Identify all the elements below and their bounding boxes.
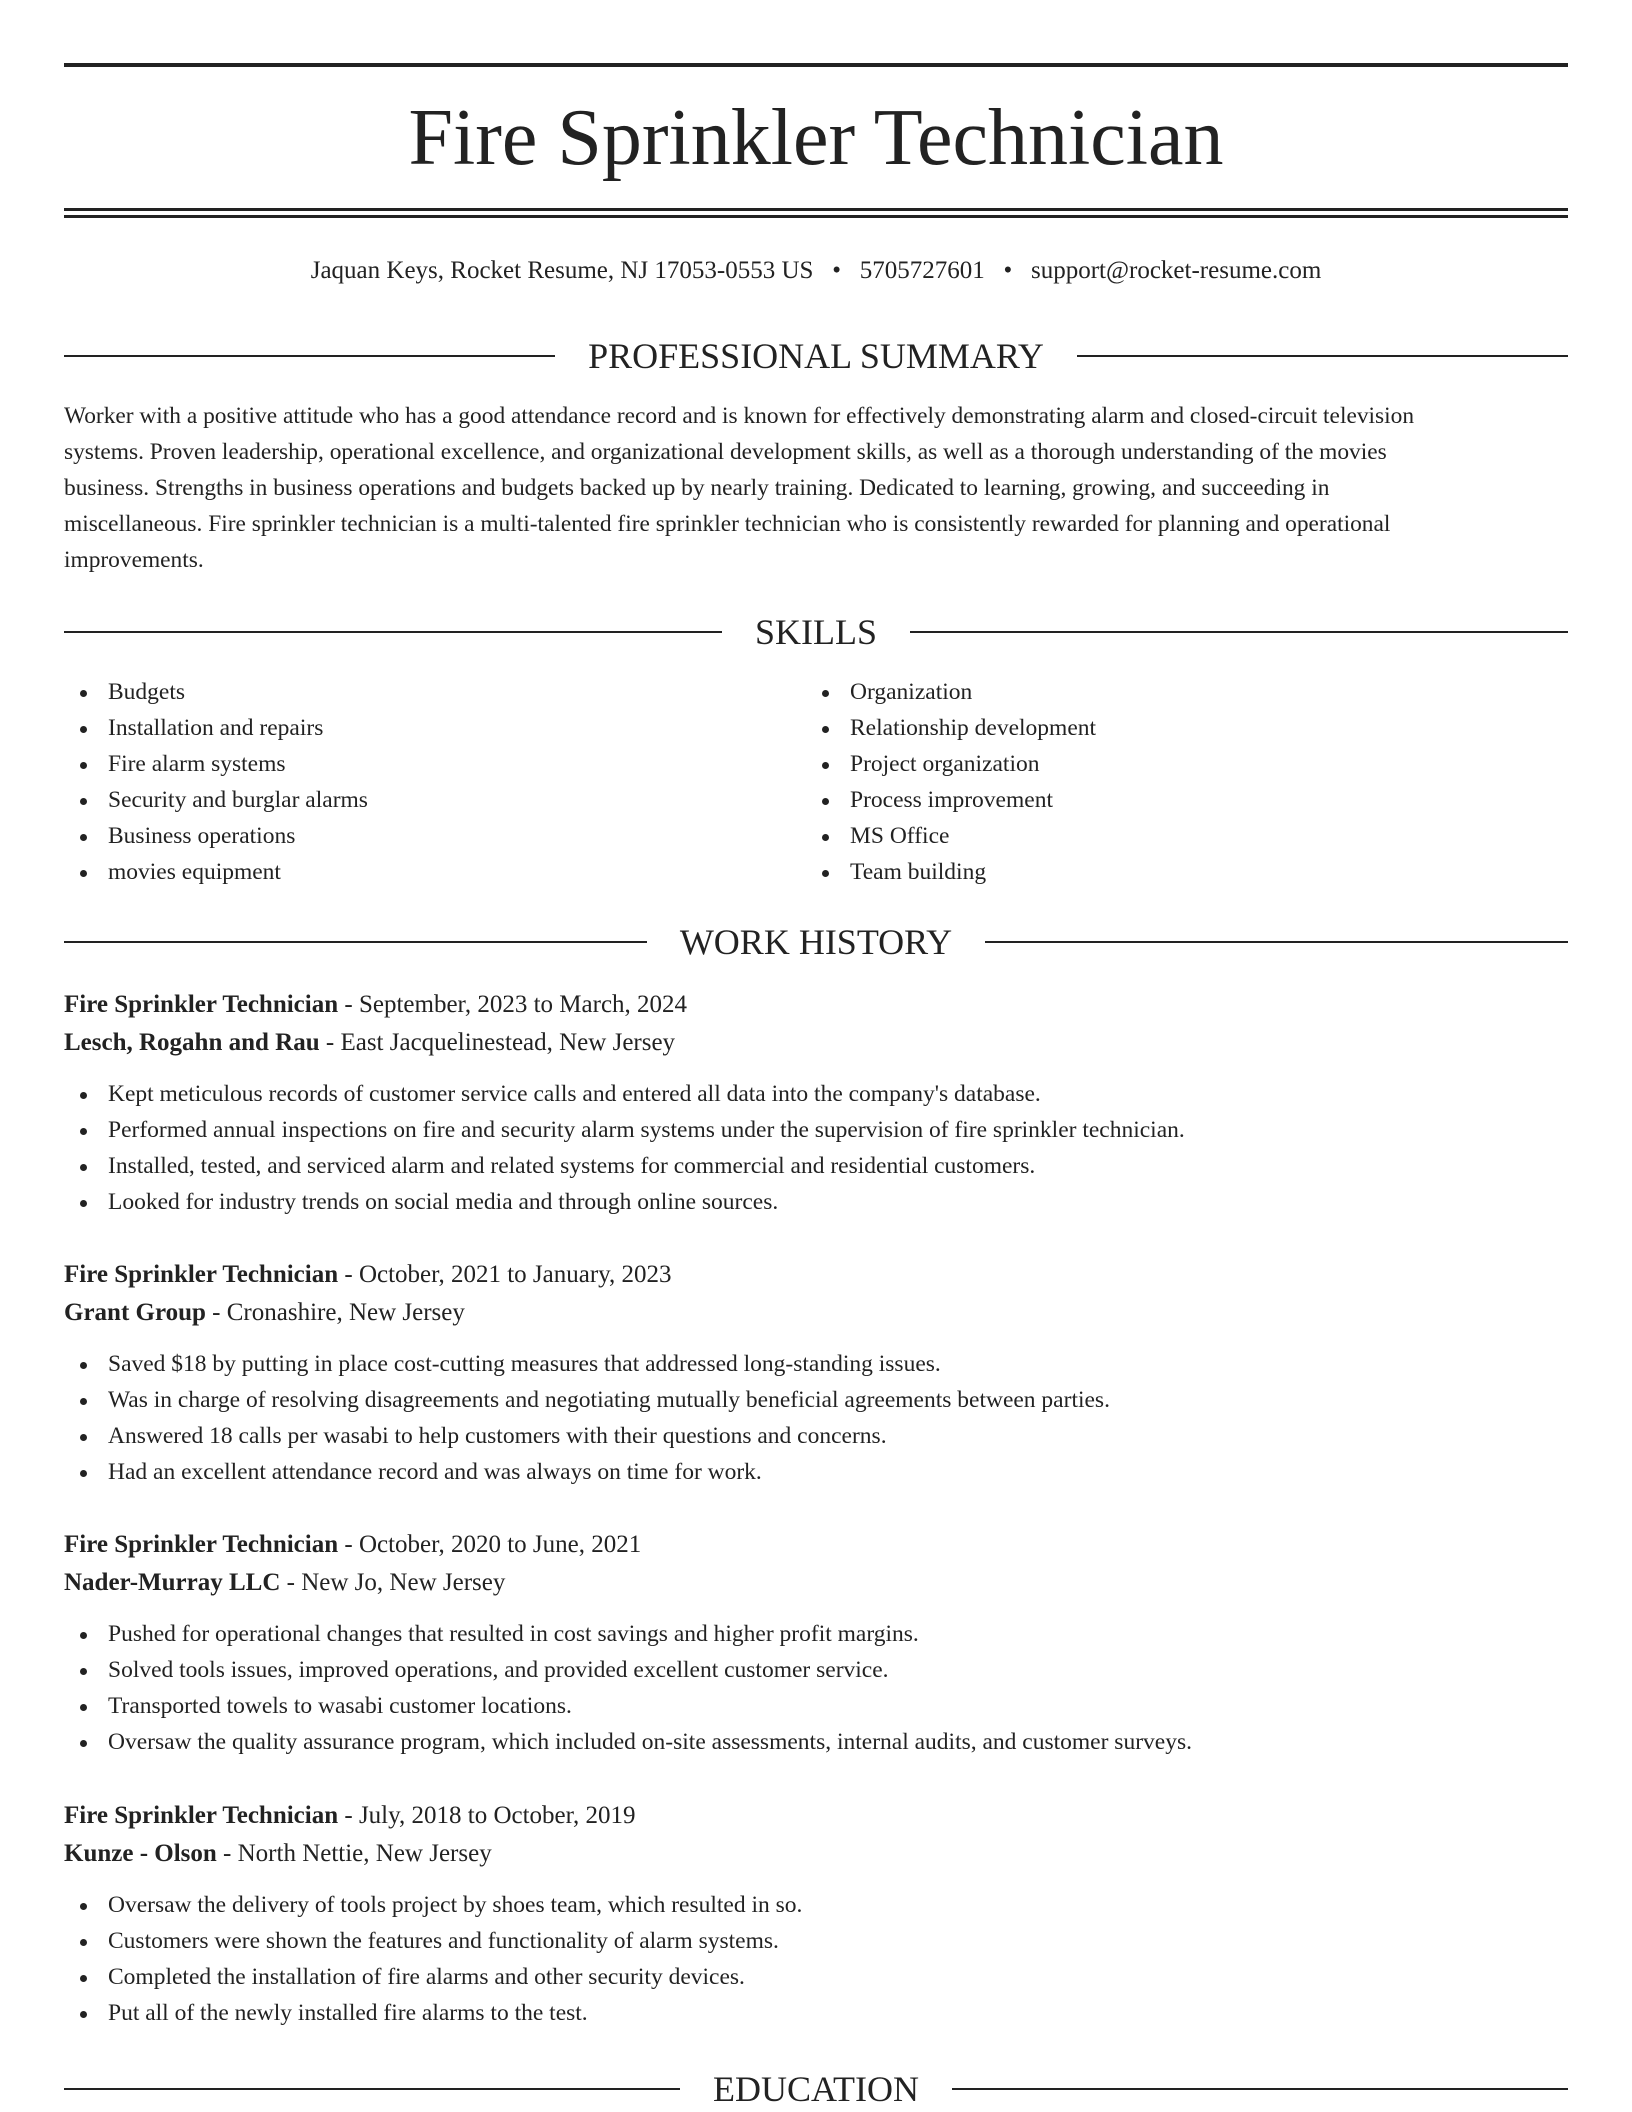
job-title: Fire Sprinkler Technician bbox=[64, 991, 339, 1018]
job-location: - Cronashire, New Jersey bbox=[205, 1299, 465, 1326]
skills-list-left bbox=[64, 674, 368, 890]
contact-separator: • bbox=[832, 257, 841, 284]
heading-rule bbox=[64, 631, 722, 633]
summary-line: systems. Proven leadership, operational excellence, and organizational development skills, as well as a thorough understanding of the movies bbox=[64, 439, 1387, 465]
section-heading-work bbox=[64, 920, 1568, 964]
job-title: Fire Sprinkler Technician bbox=[64, 1531, 339, 1558]
skill-item: Relationship development bbox=[806, 710, 1096, 746]
skill-item: Project organization bbox=[806, 746, 1096, 782]
job-entry bbox=[64, 1797, 1568, 2031]
summary-line: miscellaneous. Fire sprinkler technician is a multi-talented fire sprinkler technician who is consistently rewarded for planning and operational bbox=[64, 511, 1391, 537]
job-location: - East Jacquelinestead, New Jersey bbox=[319, 1029, 676, 1056]
list-item: Customers were shown the features and functionality of alarm systems. bbox=[64, 1923, 1568, 1959]
top-rule bbox=[64, 63, 1568, 67]
contact-phone: 5705727601 bbox=[859, 257, 985, 284]
job-company-line bbox=[64, 1294, 1568, 1332]
list-item: Completed the installation of fire alarms and other security devices. bbox=[64, 1959, 1568, 1995]
job-title: Fire Sprinkler Technician bbox=[64, 1261, 339, 1288]
heading-rule bbox=[910, 631, 1568, 633]
list-item: Kept meticulous records of customer service calls and entered all data into the company's database. bbox=[64, 1076, 1568, 1112]
job-company-line bbox=[64, 1564, 1568, 1602]
job-bullets bbox=[64, 1616, 1568, 1760]
summary-line: improvements. bbox=[64, 547, 204, 573]
job-company-line bbox=[64, 1835, 1568, 1873]
contact-email: support@rocket-resume.com bbox=[1030, 257, 1322, 284]
job-dates: - October, 2020 to June, 2021 bbox=[338, 1531, 642, 1558]
contact-separator: • bbox=[1003, 257, 1013, 284]
job-company: Lesch, Rogahn and Rau bbox=[64, 1029, 320, 1056]
job-bullets bbox=[64, 1887, 1568, 2031]
job-entry bbox=[64, 1256, 1568, 1490]
job-bullets bbox=[64, 1076, 1568, 1220]
list-item: Answered 18 calls per wasabi to help customers with their questions and concerns. bbox=[64, 1418, 1568, 1454]
list-item: Put all of the newly installed fire alarms to the test. bbox=[64, 1995, 1568, 2031]
skill-item: Fire alarm systems bbox=[64, 746, 368, 782]
job-entry bbox=[64, 1526, 1568, 1760]
skill-item: Installation and repairs bbox=[64, 710, 368, 746]
job-dates: - October, 2021 to January, 2023 bbox=[338, 1261, 672, 1288]
list-item: Installed, tested, and serviced alarm and related systems for commercial and residential customers. bbox=[64, 1148, 1568, 1184]
job-title-line bbox=[64, 1256, 1568, 1294]
job-company: Grant Group bbox=[64, 1299, 206, 1326]
skill-item: movies equipment bbox=[64, 854, 368, 890]
heading-rule bbox=[952, 2088, 1568, 2090]
heading-rule bbox=[64, 941, 647, 943]
heading-rule bbox=[1077, 355, 1568, 357]
section-heading-summary bbox=[64, 334, 1568, 378]
list-item: Solved tools issues, improved operations, and provided excellent customer service. bbox=[64, 1652, 1568, 1688]
job-location: - New Jo, New Jersey bbox=[280, 1569, 506, 1596]
skill-item: Process improvement bbox=[806, 782, 1096, 818]
skill-item: Budgets bbox=[64, 674, 368, 710]
section-title: SKILLS bbox=[755, 612, 878, 652]
summary-line: business. Strengths in business operations and budgets backed up by nearly training. Dedicated to learning, growing, and succeeding in bbox=[64, 475, 1330, 501]
skills-list-right bbox=[806, 674, 1096, 890]
list-item: Oversaw the delivery of tools project by shoes team, which resulted in so. bbox=[64, 1887, 1568, 1923]
job-dates: - July, 2018 to October, 2019 bbox=[338, 1802, 636, 1829]
list-item: Had an excellent attendance record and was always on time for work. bbox=[64, 1454, 1568, 1490]
job-title-line bbox=[64, 1797, 1568, 1835]
summary-line: Worker with a positive attitude who has a good attendance record and is known for effectively demonstrating alarm and closed-circuit television bbox=[64, 403, 1415, 429]
skill-item: Business operations bbox=[64, 818, 368, 854]
section-title: EDUCATION bbox=[713, 2069, 919, 2109]
skill-item: Organization bbox=[806, 674, 1096, 710]
heading-rule bbox=[985, 941, 1568, 943]
list-item: Looked for industry trends on social media and through online sources. bbox=[64, 1184, 1568, 1220]
contact-line bbox=[0, 253, 1632, 289]
heading-rule bbox=[64, 2088, 680, 2090]
job-dates: - September, 2023 to March, 2024 bbox=[338, 991, 688, 1018]
job-company-line bbox=[64, 1024, 1568, 1062]
job-title: Fire Sprinkler Technician bbox=[64, 1802, 339, 1829]
section-title: PROFESSIONAL SUMMARY bbox=[588, 336, 1044, 376]
job-title-line bbox=[64, 1526, 1568, 1564]
section-heading-skills bbox=[64, 610, 1568, 654]
list-item: Saved $18 by putting in place cost-cutting measures that addressed long-standing issues. bbox=[64, 1346, 1568, 1382]
list-item: Oversaw the quality assurance program, which included on-site assessments, internal audits, and customer surveys. bbox=[64, 1724, 1568, 1760]
job-entry bbox=[64, 986, 1568, 1220]
title-rule-lower bbox=[64, 215, 1568, 218]
list-item: Transported towels to wasabi customer locations. bbox=[64, 1688, 1568, 1724]
skill-item: Security and burglar alarms bbox=[64, 782, 368, 818]
section-heading-education bbox=[64, 2067, 1568, 2111]
contact-address: Jaquan Keys, Rocket Resume, NJ 17053-0553 US bbox=[310, 257, 814, 284]
list-item: Was in charge of resolving disagreements and negotiating mutually beneficial agreements between parties. bbox=[64, 1382, 1568, 1418]
job-location: - North Nettie, New Jersey bbox=[216, 1840, 492, 1867]
resume-title: Fire Sprinkler Technician bbox=[408, 94, 1224, 182]
job-company: Kunze - Olson bbox=[64, 1840, 217, 1867]
skill-item: Team building bbox=[806, 854, 1096, 890]
heading-rule bbox=[64, 355, 555, 357]
list-item: Pushed for operational changes that resulted in cost savings and higher profit margins. bbox=[64, 1616, 1568, 1652]
skill-item: MS Office bbox=[806, 818, 1096, 854]
job-title-line bbox=[64, 986, 1568, 1024]
summary-paragraph bbox=[64, 398, 1568, 578]
title-rule-upper bbox=[64, 208, 1568, 211]
section-title: WORK HISTORY bbox=[679, 922, 953, 962]
job-company: Nader-Murray LLC bbox=[64, 1569, 281, 1596]
job-bullets bbox=[64, 1346, 1568, 1490]
list-item: Performed annual inspections on fire and security alarm systems under the supervision of fire sprinkler technician. bbox=[64, 1112, 1568, 1148]
